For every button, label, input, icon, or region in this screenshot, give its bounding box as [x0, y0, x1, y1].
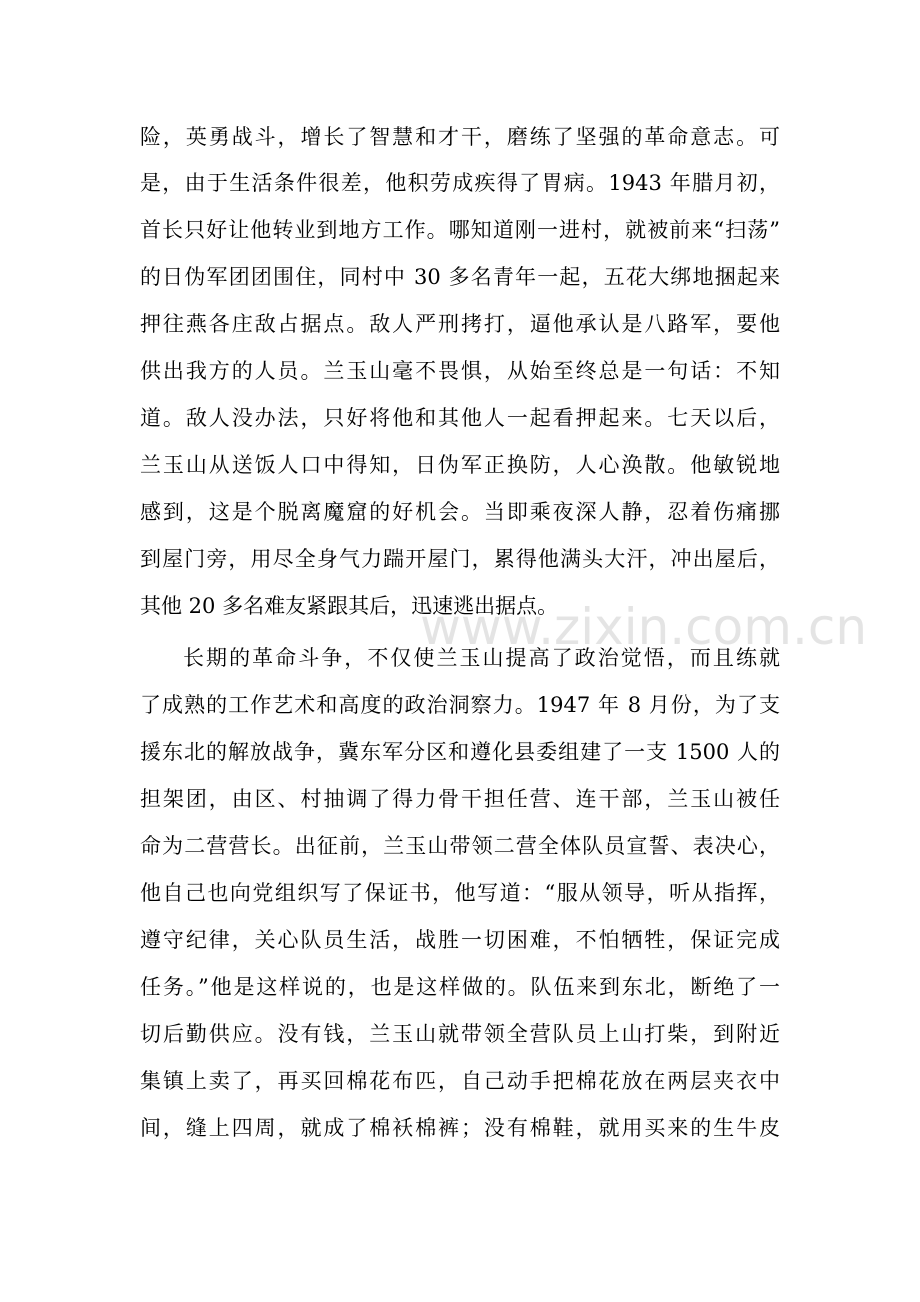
text-line: 其他 20 多名难友紧跟其后，迅速逃出据点。	[140, 594, 559, 618]
text-line: 是，由于生活条件很差，他积劳成疾得了胃病。1943 年腊月初，	[140, 171, 780, 195]
watermark: www.zixin.com.cn	[420, 598, 868, 656]
text-line: 遵守纪律，关心队员生活，战胜一切困难，不怕牺牲，保证完成	[140, 928, 780, 952]
text-line: 担架团，由区、村抽调了得力骨干担任营、连干部，兰玉山被任	[140, 787, 780, 811]
text-line: 命为二营营长。出征前，兰玉山带领二营全体队员宣誓、表决心，	[140, 834, 780, 858]
text-line: 间，缝上四周，就成了棉袄棉裤；没有棉鞋，就用买来的生牛皮	[140, 1116, 780, 1140]
text-line: 感到，这是个脱离魔窟的好机会。当即乘夜深人静，忍着伤痛挪	[140, 500, 780, 524]
text-line: 到屋门旁，用尽全身气力踹开屋门，累得他满头大汗，冲出屋后，	[140, 547, 780, 571]
text-line: 集镇上卖了，再买回棉花布匹，自己动手把棉花放在两层夹衣中	[140, 1069, 780, 1093]
text-line: 道。敌人没办法，只好将他和其他人一起看押起来。七天以后，	[140, 406, 780, 430]
text-line: 任务。”他是这样说的，也是这样做的。队伍来到东北，断绝了一	[140, 975, 780, 999]
text-line: 兰玉山从送饭人口中得知，日伪军正换防，人心涣散。他敏锐地	[140, 453, 780, 477]
text-line: 了成熟的工作艺术和高度的政治洞察力。1947 年 8 月份，为了支	[140, 693, 780, 717]
text-line: 的日伪军团团围住，同村中 30 多名青年一起，五花大绑地捆起来	[140, 265, 780, 289]
text-line: 切后勤供应。没有钱，兰玉山就带领全营队员上山打柴，到附近	[140, 1022, 780, 1046]
text-line: 首长只好让他转业到地方工作。哪知道刚一进村，就被前来“扫荡”	[140, 218, 780, 242]
text-line: 援东北的解放战争，冀东军分区和遵化县委组建了一支 1500 人的	[140, 740, 780, 764]
text-line: 长期的革命斗争，不仅使兰玉山提高了政治觉悟，而且练就	[183, 646, 780, 670]
text-line: 险，英勇战斗，增长了智慧和才干，磨练了坚强的革命意志。可	[140, 125, 780, 149]
text-line: 供出我方的人员。兰玉山毫不畏惧，从始至终总是一句话：不知	[140, 359, 780, 383]
text-line: 押往燕各庄敌占据点。敌人严刑拷打，逼他承认是八路军，要他	[140, 312, 780, 336]
text-line: 他自己也向党组织写了保证书，他写道：“服从领导，听从指挥，	[140, 881, 780, 905]
